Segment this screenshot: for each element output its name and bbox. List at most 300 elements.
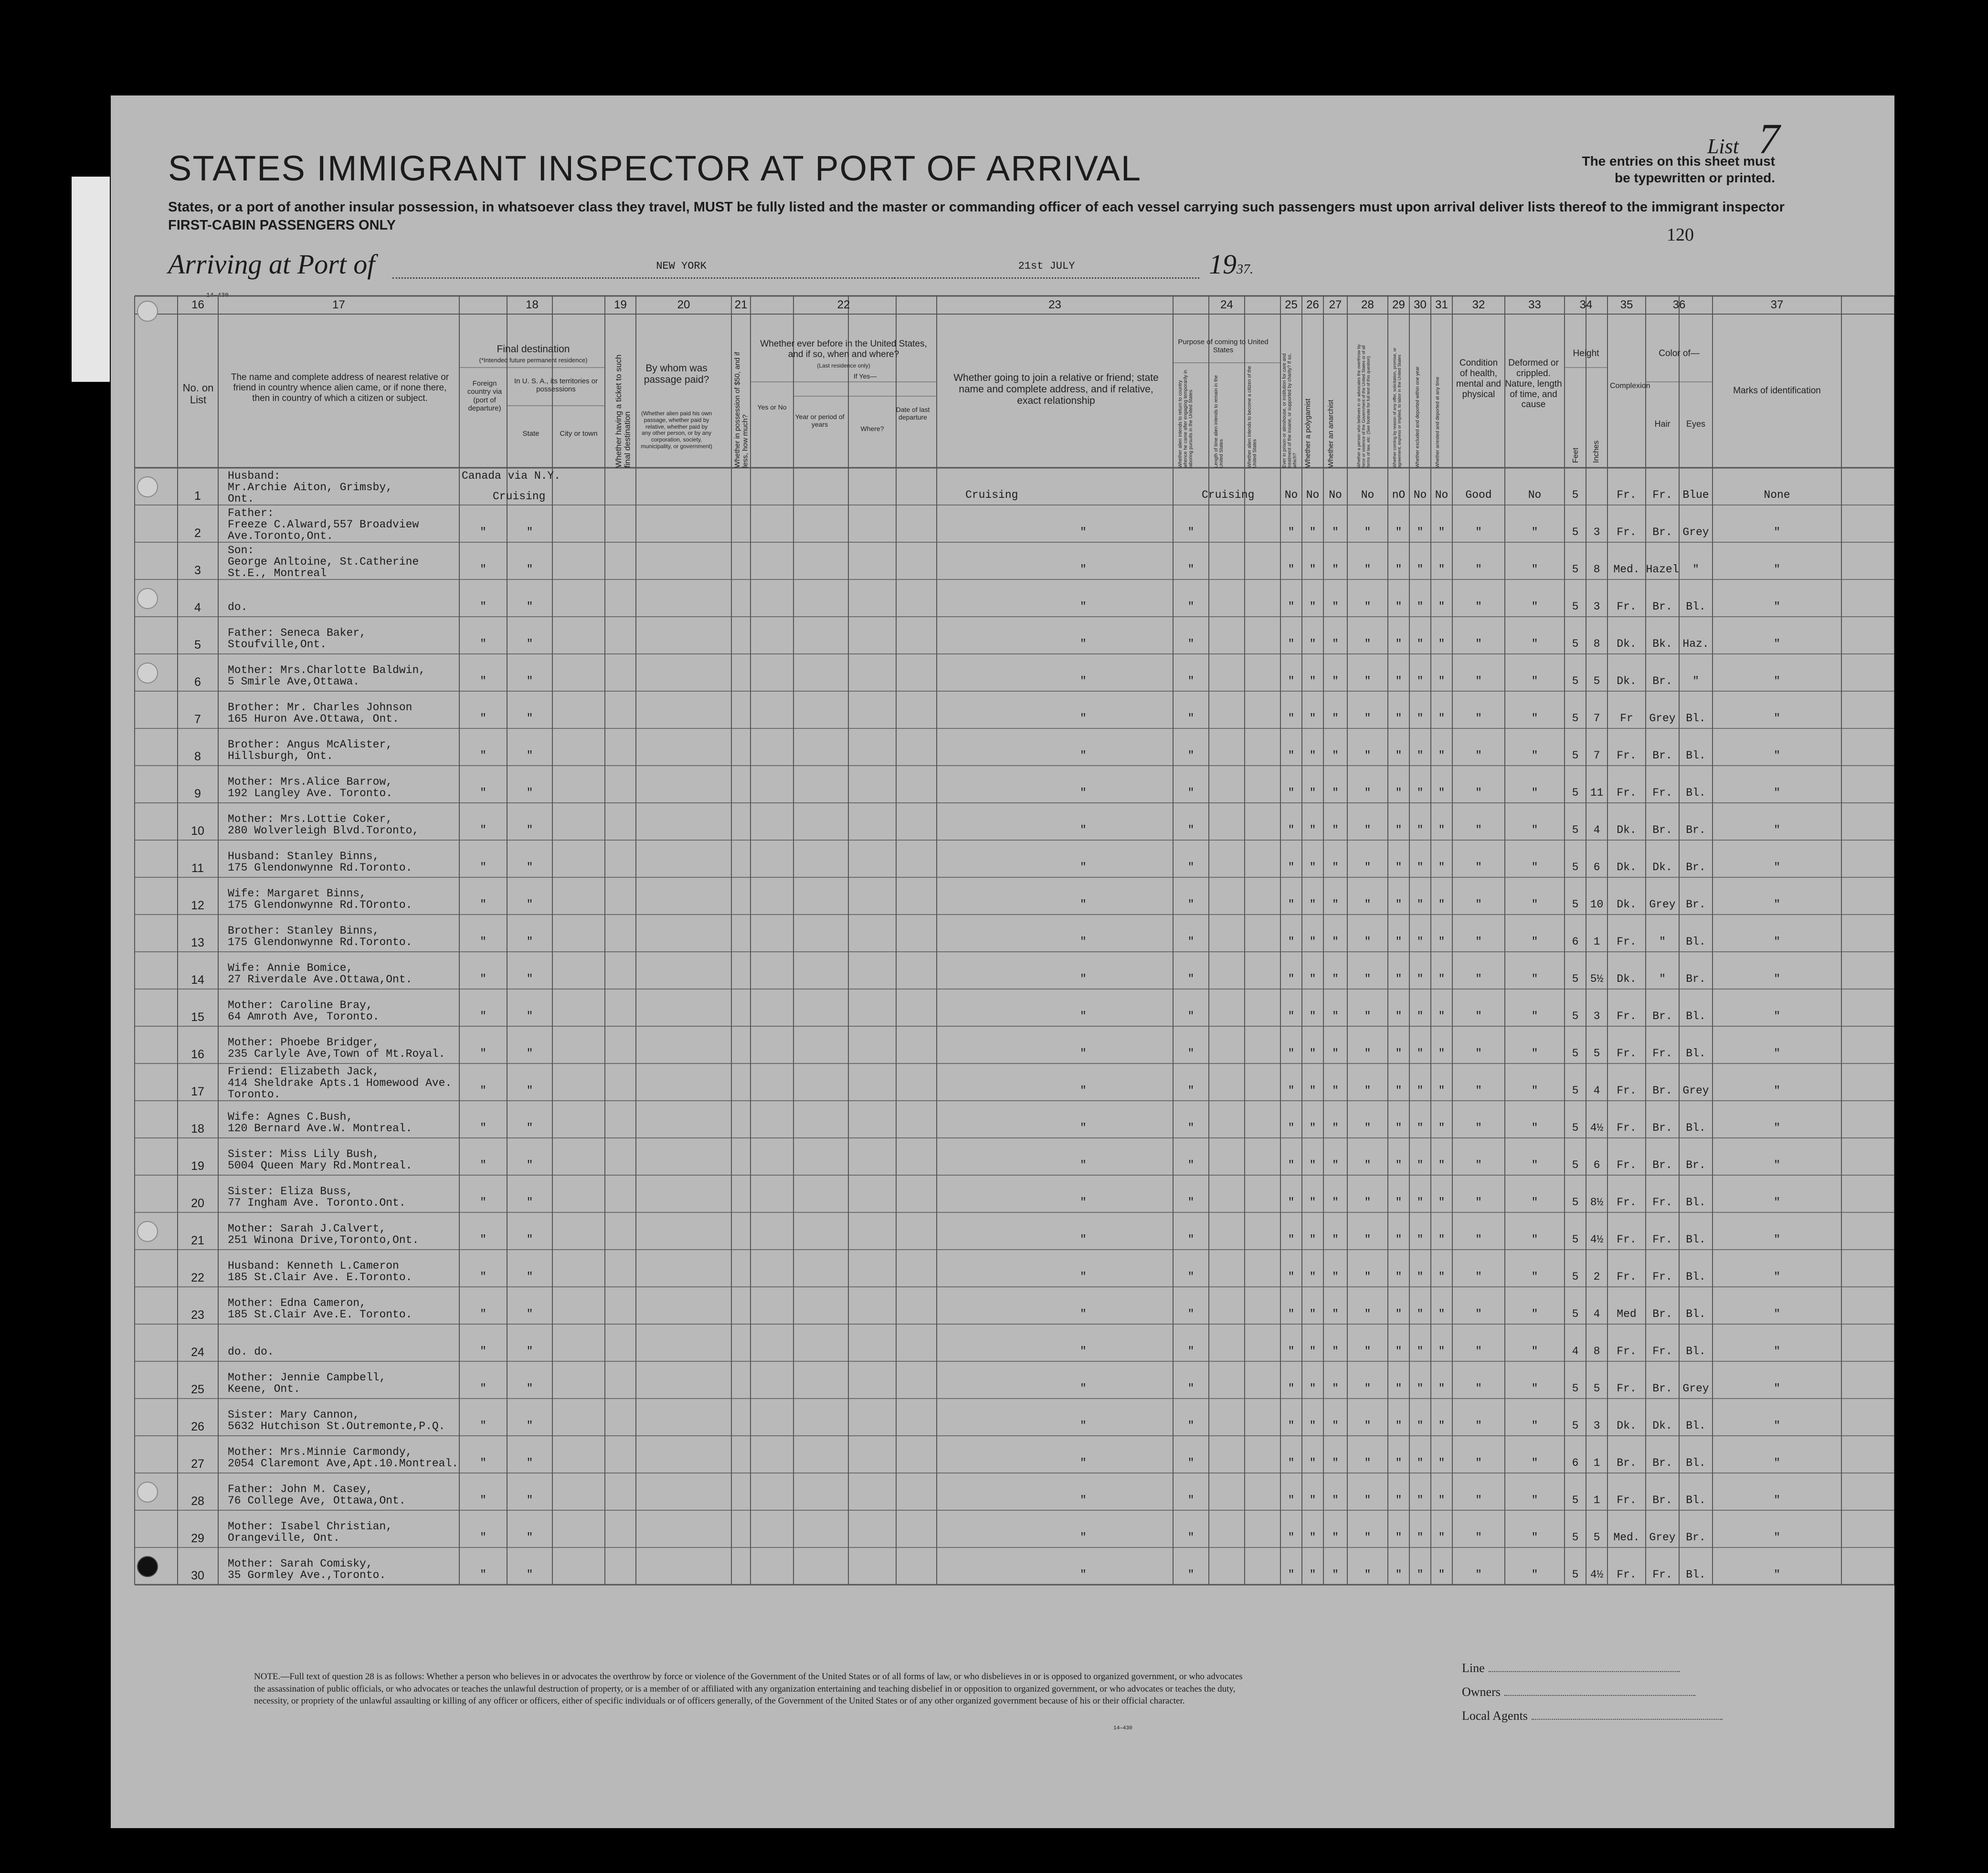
ditto-mark: ": [1288, 973, 1295, 985]
header-where: Where?: [860, 425, 884, 432]
relative-address-line: 76 College Ave, Ottawa,Ont.: [228, 1494, 406, 1507]
relative-address-line: Mother: Mrs.Minnie Carmondy,: [228, 1446, 412, 1458]
hair-color: Br.: [1652, 749, 1672, 762]
ditto-mark: ": [1288, 861, 1295, 873]
ditto-mark: ": [1438, 1345, 1445, 1357]
ditto-mark: ": [1531, 1531, 1538, 1544]
ditto-mark: ": [1187, 1345, 1195, 1357]
height-inches: 5: [1593, 1531, 1600, 1544]
column-number: 35: [1620, 298, 1633, 311]
year-suffix: 37.: [1237, 262, 1253, 277]
ditto-mark: ": [1417, 936, 1424, 948]
list-number: 7: [1758, 116, 1780, 163]
header-excluded: Whether excluded and deported within one year: [1415, 366, 1420, 468]
ditto-mark: ": [1531, 638, 1538, 650]
complexion: Dk.: [1617, 861, 1637, 873]
year: [1209, 248, 1253, 280]
height-inches: 6: [1593, 861, 1600, 873]
ditto-mark: ": [1364, 1084, 1371, 1097]
ditto-mark: ": [1438, 1122, 1445, 1134]
ditto-mark: ": [1332, 861, 1339, 873]
ditto-mark: ": [1417, 898, 1424, 911]
ditto-mark: ": [1475, 787, 1482, 799]
relative-address-line: Mother: Sarah J.Calvert,: [228, 1222, 386, 1235]
answer-c25: No: [1284, 489, 1298, 501]
ditto-mark: ": [1187, 712, 1195, 725]
eye-color: Br.: [1686, 898, 1706, 911]
ditto-mark: ": [1774, 1531, 1780, 1544]
ditto-mark: ": [1080, 1308, 1087, 1320]
relative-address-line: Sister: Miss Lily Bush,: [228, 1148, 380, 1160]
complexion: Fr.: [1617, 1233, 1637, 1246]
ditto-mark: ": [1774, 1159, 1780, 1171]
relative-address-line: Sister: Eliza Buss,: [228, 1185, 353, 1198]
eye-color: Bl.: [1686, 712, 1706, 725]
ditto-mark: ": [1288, 1308, 1295, 1320]
ditto-mark: ": [1531, 712, 1538, 725]
ditto-mark: ": [1080, 1122, 1087, 1134]
header-complexion: Complexion: [1610, 382, 1650, 390]
ditto-mark: ": [1417, 749, 1424, 762]
ditto-mark: ": [1417, 1159, 1424, 1171]
ditto-mark: ": [1187, 749, 1195, 762]
ditto-mark: ": [1332, 1271, 1339, 1283]
height-feet: 5: [1572, 973, 1579, 985]
ditto-mark: ": [1531, 1271, 1538, 1283]
ditto-mark: ": [1475, 1308, 1482, 1320]
header-relative: The name and complete address of nearest relative or friend in country whence alien came, or if none there, then in country of which a citizen or subject.: [231, 372, 449, 403]
height-feet: 5: [1572, 1568, 1579, 1581]
ditto-mark: ": [1438, 1010, 1445, 1022]
header-join-relative: Whether going to join a relative or friend; state name and complete address, and if relative, exact relationship: [953, 372, 1159, 407]
header-marks: Marks of identification: [1733, 386, 1821, 396]
ditto-mark: ": [1531, 1457, 1538, 1469]
ditto-mark: ": [480, 1084, 486, 1097]
eye-color: Haz.: [1682, 638, 1709, 650]
row-number: 10: [191, 824, 204, 838]
ditto-mark: ": [1417, 1047, 1424, 1060]
complexion: Fr.: [1617, 1271, 1637, 1283]
ditto-mark: ": [1332, 1196, 1339, 1209]
row-number: 21: [191, 1234, 204, 1247]
ditto-mark: ": [1531, 1047, 1538, 1060]
ditto-mark: ": [1417, 1308, 1424, 1320]
height-inches: 8: [1593, 638, 1600, 650]
ditto-mark: ": [1364, 1382, 1371, 1395]
ditto-mark: ": [1774, 638, 1780, 650]
ditto-mark: ": [526, 1420, 533, 1432]
height-inches: 3: [1593, 526, 1600, 538]
footer-owners-field: [1462, 1685, 1695, 1699]
row-number: 4: [194, 601, 201, 614]
ditto-mark: ": [1417, 526, 1424, 538]
header-foreign-country: Foreign country via (port of departure): [467, 379, 502, 412]
height-feet: 5: [1572, 600, 1579, 613]
row-number: 1: [194, 489, 201, 503]
ditto-mark: ": [1288, 1010, 1295, 1022]
eye-color: Bl.: [1686, 936, 1706, 948]
eye-color: ": [1692, 675, 1699, 687]
ditto-mark: ": [1774, 1196, 1780, 1209]
ditto-mark: ": [526, 898, 533, 911]
relative-address-line: 185 St.Clair Ave.E. Toronto.: [228, 1308, 412, 1321]
ditto-mark: ": [1475, 749, 1482, 762]
eye-color: Bl.: [1686, 1122, 1706, 1134]
ditto-mark: ": [1417, 1382, 1424, 1395]
complexion: Fr.: [1617, 749, 1637, 762]
height-inches: 4½: [1590, 1568, 1604, 1581]
header-height: Height: [1573, 348, 1599, 358]
ditto-mark: ": [1438, 749, 1445, 762]
ditto-mark: ": [1309, 1010, 1316, 1022]
relative-address-line: 27 Riverdale Ave.Ottawa,Ont.: [228, 973, 412, 986]
height-inches: 4½: [1590, 1122, 1604, 1134]
column-number: 34: [1579, 298, 1593, 311]
ditto-mark: ": [1364, 1271, 1371, 1283]
purpose: Cruising: [1202, 489, 1255, 501]
relative-address-line: Keene, Ont.: [228, 1383, 300, 1395]
ditto-mark: ": [1080, 898, 1087, 911]
relative-address-line: 165 Huron Ave.Ottawa, Ont.: [228, 713, 399, 725]
relative-address-line: Brother: Mr. Charles Johnson: [228, 701, 412, 714]
relative-address-line: Stoufville,Ont.: [228, 638, 327, 651]
row-number: 9: [194, 787, 201, 800]
ditto-mark: ": [1364, 1196, 1371, 1209]
relative-address-line: Brother: Stanley Binns,: [228, 925, 380, 937]
ditto-mark: ": [1332, 638, 1339, 650]
ditto-mark: ": [1531, 600, 1538, 613]
hair-color: ": [1659, 973, 1666, 985]
ditto-mark: ": [1531, 1420, 1538, 1432]
ditto-mark: ": [1438, 861, 1445, 873]
ditto-mark: ": [1187, 526, 1195, 538]
ditto-mark: ": [1774, 749, 1780, 762]
relative-address-line: George Anltoine, St.Catherine: [228, 556, 419, 568]
row-number: 18: [191, 1122, 204, 1136]
row-number: 12: [191, 899, 204, 912]
ditto-mark: ": [1438, 973, 1445, 985]
row-number: 24: [191, 1346, 204, 1359]
punch-hole: [137, 476, 158, 497]
complexion: Fr.: [1617, 1568, 1637, 1581]
height-feet: 5: [1572, 1122, 1579, 1134]
ditto-mark: ": [1774, 1420, 1780, 1432]
ditto-mark: ": [1774, 712, 1780, 725]
answer-health: Good: [1465, 489, 1492, 501]
ditto-mark: ": [1288, 1047, 1295, 1060]
header-color-of: Color of—: [1659, 348, 1700, 358]
ditto-mark: ": [1364, 526, 1371, 538]
ditto-mark: ": [1364, 675, 1371, 687]
ditto-mark: ": [1364, 1047, 1371, 1060]
eye-color: Br.: [1686, 1159, 1706, 1171]
ditto-mark: ": [1417, 638, 1424, 650]
ditto-mark: ": [1309, 1122, 1316, 1134]
ditto-mark: ": [1475, 1233, 1482, 1246]
ditto-mark: ": [1187, 1122, 1195, 1134]
ditto-mark: ": [1531, 861, 1538, 873]
ditto-mark: ": [1438, 675, 1445, 687]
height-feet: 5: [1572, 1233, 1579, 1246]
ditto-mark: ": [1332, 1122, 1339, 1134]
header-ticket: Whether having a ticket to such final destination: [614, 354, 632, 468]
eye-color: Bl.: [1686, 1047, 1706, 1060]
list-note: [1582, 153, 1775, 186]
ditto-mark: ": [1395, 861, 1402, 873]
header-list-no: No. on List: [182, 382, 214, 406]
complexion: Fr.: [1617, 1122, 1637, 1134]
ditto-mark: ": [1774, 861, 1780, 873]
ditto-mark: ": [1774, 1233, 1780, 1246]
ditto-mark: ": [1531, 675, 1538, 687]
row-number: 5: [194, 638, 201, 652]
row-number: 29: [191, 1532, 204, 1545]
ditto-mark: ": [1309, 526, 1316, 538]
header-anarchist: Whether an anarchist: [1327, 400, 1335, 468]
complexion: Med: [1617, 1308, 1637, 1320]
ditto-mark: ": [1309, 824, 1316, 836]
ditto-mark: ": [480, 563, 486, 576]
header-in-usa: In U. S. A., its territories or possessions: [514, 377, 598, 394]
height-inches: 4: [1593, 1084, 1600, 1097]
hair-color: Grey: [1649, 1531, 1676, 1544]
ditto-mark: ": [1475, 1084, 1482, 1097]
relative-address-line: Mother: Mrs.Charlotte Baldwin,: [228, 664, 426, 676]
eye-color: Bl.: [1686, 1010, 1706, 1022]
footer-owners-label: Owners: [1462, 1685, 1501, 1699]
ditto-mark: ": [1080, 1159, 1087, 1171]
ditto-mark: ": [480, 1382, 486, 1395]
ditto-mark: ": [1288, 824, 1295, 836]
ditto-mark: ": [1309, 600, 1316, 613]
answer-c27: No: [1329, 489, 1342, 501]
relative-address-line: Wife: Annie Bomice,: [228, 962, 353, 974]
hair-color: Fr.: [1652, 1047, 1672, 1060]
ditto-mark: ": [1438, 1196, 1445, 1209]
ditto-mark: ": [1288, 1271, 1295, 1283]
ditto-mark: ": [1309, 1345, 1316, 1357]
ditto-mark: ": [1288, 1382, 1295, 1395]
ditto-mark: ": [1531, 749, 1538, 762]
column-number: 23: [1048, 298, 1061, 311]
ditto-mark: ": [1288, 936, 1295, 948]
relative-address-line: Toronto.: [228, 1088, 281, 1101]
eye-color: Br.: [1686, 861, 1706, 873]
ditto-mark: ": [1332, 787, 1339, 799]
ditto-mark: ": [1364, 1457, 1371, 1469]
ditto-mark: ": [1438, 638, 1445, 650]
relative-address-line: 5 Smirle Ave,Ottawa.: [228, 675, 360, 688]
ditto-mark: ": [1332, 600, 1339, 613]
header-passage-paid: By whom was passage paid?: [644, 363, 709, 386]
ditto-mark: ": [1309, 898, 1316, 911]
eye-color: Bl.: [1686, 1308, 1706, 1320]
ditto-mark: ": [1417, 1084, 1424, 1097]
ditto-mark: ": [1774, 1494, 1780, 1506]
ditto-mark: ": [1309, 712, 1316, 725]
ditto-mark: ": [526, 861, 533, 873]
ditto-mark: ": [1187, 936, 1195, 948]
punch-hole: [137, 1482, 158, 1503]
ditto-mark: ": [1364, 1122, 1371, 1134]
hair-color: Br.: [1652, 1308, 1672, 1320]
ditto-mark: ": [480, 712, 486, 725]
stamp-number: 120: [1667, 225, 1694, 245]
complexion: Fr.: [1617, 936, 1637, 948]
ditto-mark: ": [1438, 1233, 1445, 1246]
column-number: 26: [1306, 298, 1319, 311]
punch-hole: [137, 1556, 158, 1577]
ditto-mark: ": [1080, 973, 1087, 985]
ditto-mark: ": [526, 600, 533, 613]
height-feet: 5: [1572, 489, 1579, 501]
ditto-mark: ": [1080, 749, 1087, 762]
ditto-mark: ": [1531, 1568, 1538, 1581]
ditto-mark: ": [1187, 861, 1195, 873]
complexion: Fr.: [1617, 1047, 1637, 1060]
ditto-mark: ": [1187, 787, 1195, 799]
ditto-mark: ": [526, 563, 533, 576]
answer-c29: nO: [1392, 489, 1406, 501]
row-number: 20: [191, 1197, 204, 1210]
ditto-mark: ": [1395, 675, 1402, 687]
ditto-mark: ": [1438, 600, 1445, 613]
footer-line-field: [1462, 1661, 1680, 1675]
relative-address-line: Father: John M. Casey,: [228, 1483, 373, 1495]
relative-address-line: Mother: Edna Cameron,: [228, 1297, 366, 1309]
relative-address-line: Ave.Toronto,Ont.: [228, 530, 333, 542]
port-field: NEW YORK: [392, 260, 970, 279]
eye-color: Bl.: [1686, 749, 1706, 762]
ditto-mark: ": [1309, 1308, 1316, 1320]
column-number: 19: [614, 298, 627, 311]
hair-color: Hazel: [1646, 563, 1679, 576]
relative-address-line: 64 Amroth Ave, Toronto.: [228, 1010, 380, 1023]
ditto-mark: ": [1080, 936, 1087, 948]
eye-color: Br.: [1686, 1531, 1706, 1544]
complexion: Dk.: [1617, 1420, 1637, 1432]
ditto-mark: ": [1774, 1047, 1780, 1060]
height-feet: 5: [1572, 1308, 1579, 1320]
class-line: FIRST-CABIN PASSENGERS ONLY: [168, 218, 396, 233]
height-feet: 5: [1572, 898, 1579, 911]
height-feet: 5: [1572, 787, 1579, 799]
ditto-mark: ": [1080, 675, 1087, 687]
ditto-mark: ": [1438, 898, 1445, 911]
relative-address-line: 251 Winona Drive,Toronto,Ont.: [228, 1234, 419, 1246]
answer-c30: No: [1413, 489, 1427, 501]
ditto-mark: ": [1475, 1196, 1482, 1209]
ditto-mark: ": [1309, 1568, 1316, 1581]
ditto-mark: ": [1288, 526, 1295, 538]
eye-color: Bl.: [1686, 600, 1706, 613]
ditto-mark: ": [480, 1457, 486, 1469]
ditto-mark: ": [1332, 1159, 1339, 1171]
relative-address-line: Mother: Caroline Bray,: [228, 999, 373, 1011]
eye-color: Bl.: [1686, 787, 1706, 799]
ditto-mark: ": [1395, 1047, 1402, 1060]
complexion: Med.: [1613, 1531, 1640, 1544]
header-last-departure: Date of last departure: [896, 406, 930, 421]
ditto-mark: ": [1438, 712, 1445, 725]
list-note-line-1: The entries on this sheet must: [1582, 154, 1775, 168]
ditto-mark: ": [1332, 824, 1339, 836]
arriving-label: Arriving at Port of: [168, 249, 375, 280]
ditto-mark: ": [1531, 1122, 1538, 1134]
hair-color: Fr.: [1652, 787, 1672, 799]
ditto-mark: ": [526, 1345, 533, 1357]
header-year-period: Year or period of years: [795, 413, 845, 429]
ditto-mark: ": [1080, 638, 1087, 650]
ditto-mark: ": [1332, 1568, 1339, 1581]
height-feet: 5: [1572, 1010, 1579, 1022]
ditto-mark: ": [1531, 526, 1538, 538]
row-number: 25: [191, 1383, 204, 1396]
ditto-mark: ": [480, 1345, 486, 1357]
ditto-mark: ": [480, 898, 486, 911]
date-field: 21st JULY: [894, 260, 1199, 279]
ditto-mark: ": [1395, 1420, 1402, 1432]
ditto-mark: ": [1395, 563, 1402, 576]
ditto-mark: ": [1364, 749, 1371, 762]
hair-color: Br.: [1652, 1382, 1672, 1395]
footnote-form-code: 14—430: [1113, 1726, 1132, 1731]
column-number: 17: [332, 298, 345, 311]
ditto-mark: ": [480, 1122, 486, 1134]
height-feet: 5: [1572, 1382, 1579, 1395]
ditto-mark: ": [1288, 1568, 1295, 1581]
list-note-line-2: be typewritten or printed.: [1614, 170, 1775, 185]
hair-color: Br.: [1652, 526, 1672, 538]
column-number: 22: [837, 298, 850, 311]
hair-color: ": [1659, 936, 1666, 948]
height-inches: 5½: [1590, 973, 1604, 985]
ditto-mark: ": [1309, 1494, 1316, 1506]
ditto-mark: ": [1187, 1568, 1195, 1581]
height-feet: 5: [1572, 1494, 1579, 1506]
ditto-mark: ": [1080, 1233, 1087, 1246]
relative-address-line: Mother: Sarah Comisky,: [228, 1557, 373, 1570]
ditto-mark: ": [1364, 1568, 1371, 1581]
ditto-mark: ": [1080, 861, 1087, 873]
ditto-mark: ": [526, 1010, 533, 1022]
ditto-mark: ": [1288, 1531, 1295, 1544]
ditto-mark: ": [1774, 1122, 1780, 1134]
ditto-mark: ": [1288, 787, 1295, 799]
ditto-mark: ": [1438, 1047, 1445, 1060]
complexion: Dk.: [1617, 898, 1637, 911]
ditto-mark: ": [1187, 675, 1195, 687]
ditto-mark: ": [1187, 1233, 1195, 1246]
row-number: 30: [191, 1569, 204, 1582]
ditto-mark: ": [1288, 563, 1295, 576]
ditto-mark: ": [1417, 1568, 1424, 1581]
ditto-mark: ": [526, 1457, 533, 1469]
ditto-mark: ": [526, 1271, 533, 1283]
ditto-mark: ": [1395, 1457, 1402, 1469]
relative-address-line: 185 St.Clair Ave. E.Toronto.: [228, 1271, 412, 1284]
complexion: Fr.: [1617, 1494, 1637, 1506]
form-instruction: States, or a port of another insular possession, in whatsoever class they travel, MUST be fully listed and the master or commanding officer of each vessel carrying such passengers must upon arrival deliver lists thereof to the immigrant inspector: [168, 200, 1785, 215]
hair-color: Br.: [1652, 600, 1672, 613]
ditto-mark: ": [1187, 1382, 1195, 1395]
ditto-mark: ": [1417, 563, 1424, 576]
ditto-mark: ": [1309, 563, 1316, 576]
ditto-mark: ": [1774, 1345, 1780, 1357]
ditto-mark: ": [1364, 1531, 1371, 1544]
ditto-mark: ": [480, 638, 486, 650]
ditto-mark: ": [1309, 1382, 1316, 1395]
